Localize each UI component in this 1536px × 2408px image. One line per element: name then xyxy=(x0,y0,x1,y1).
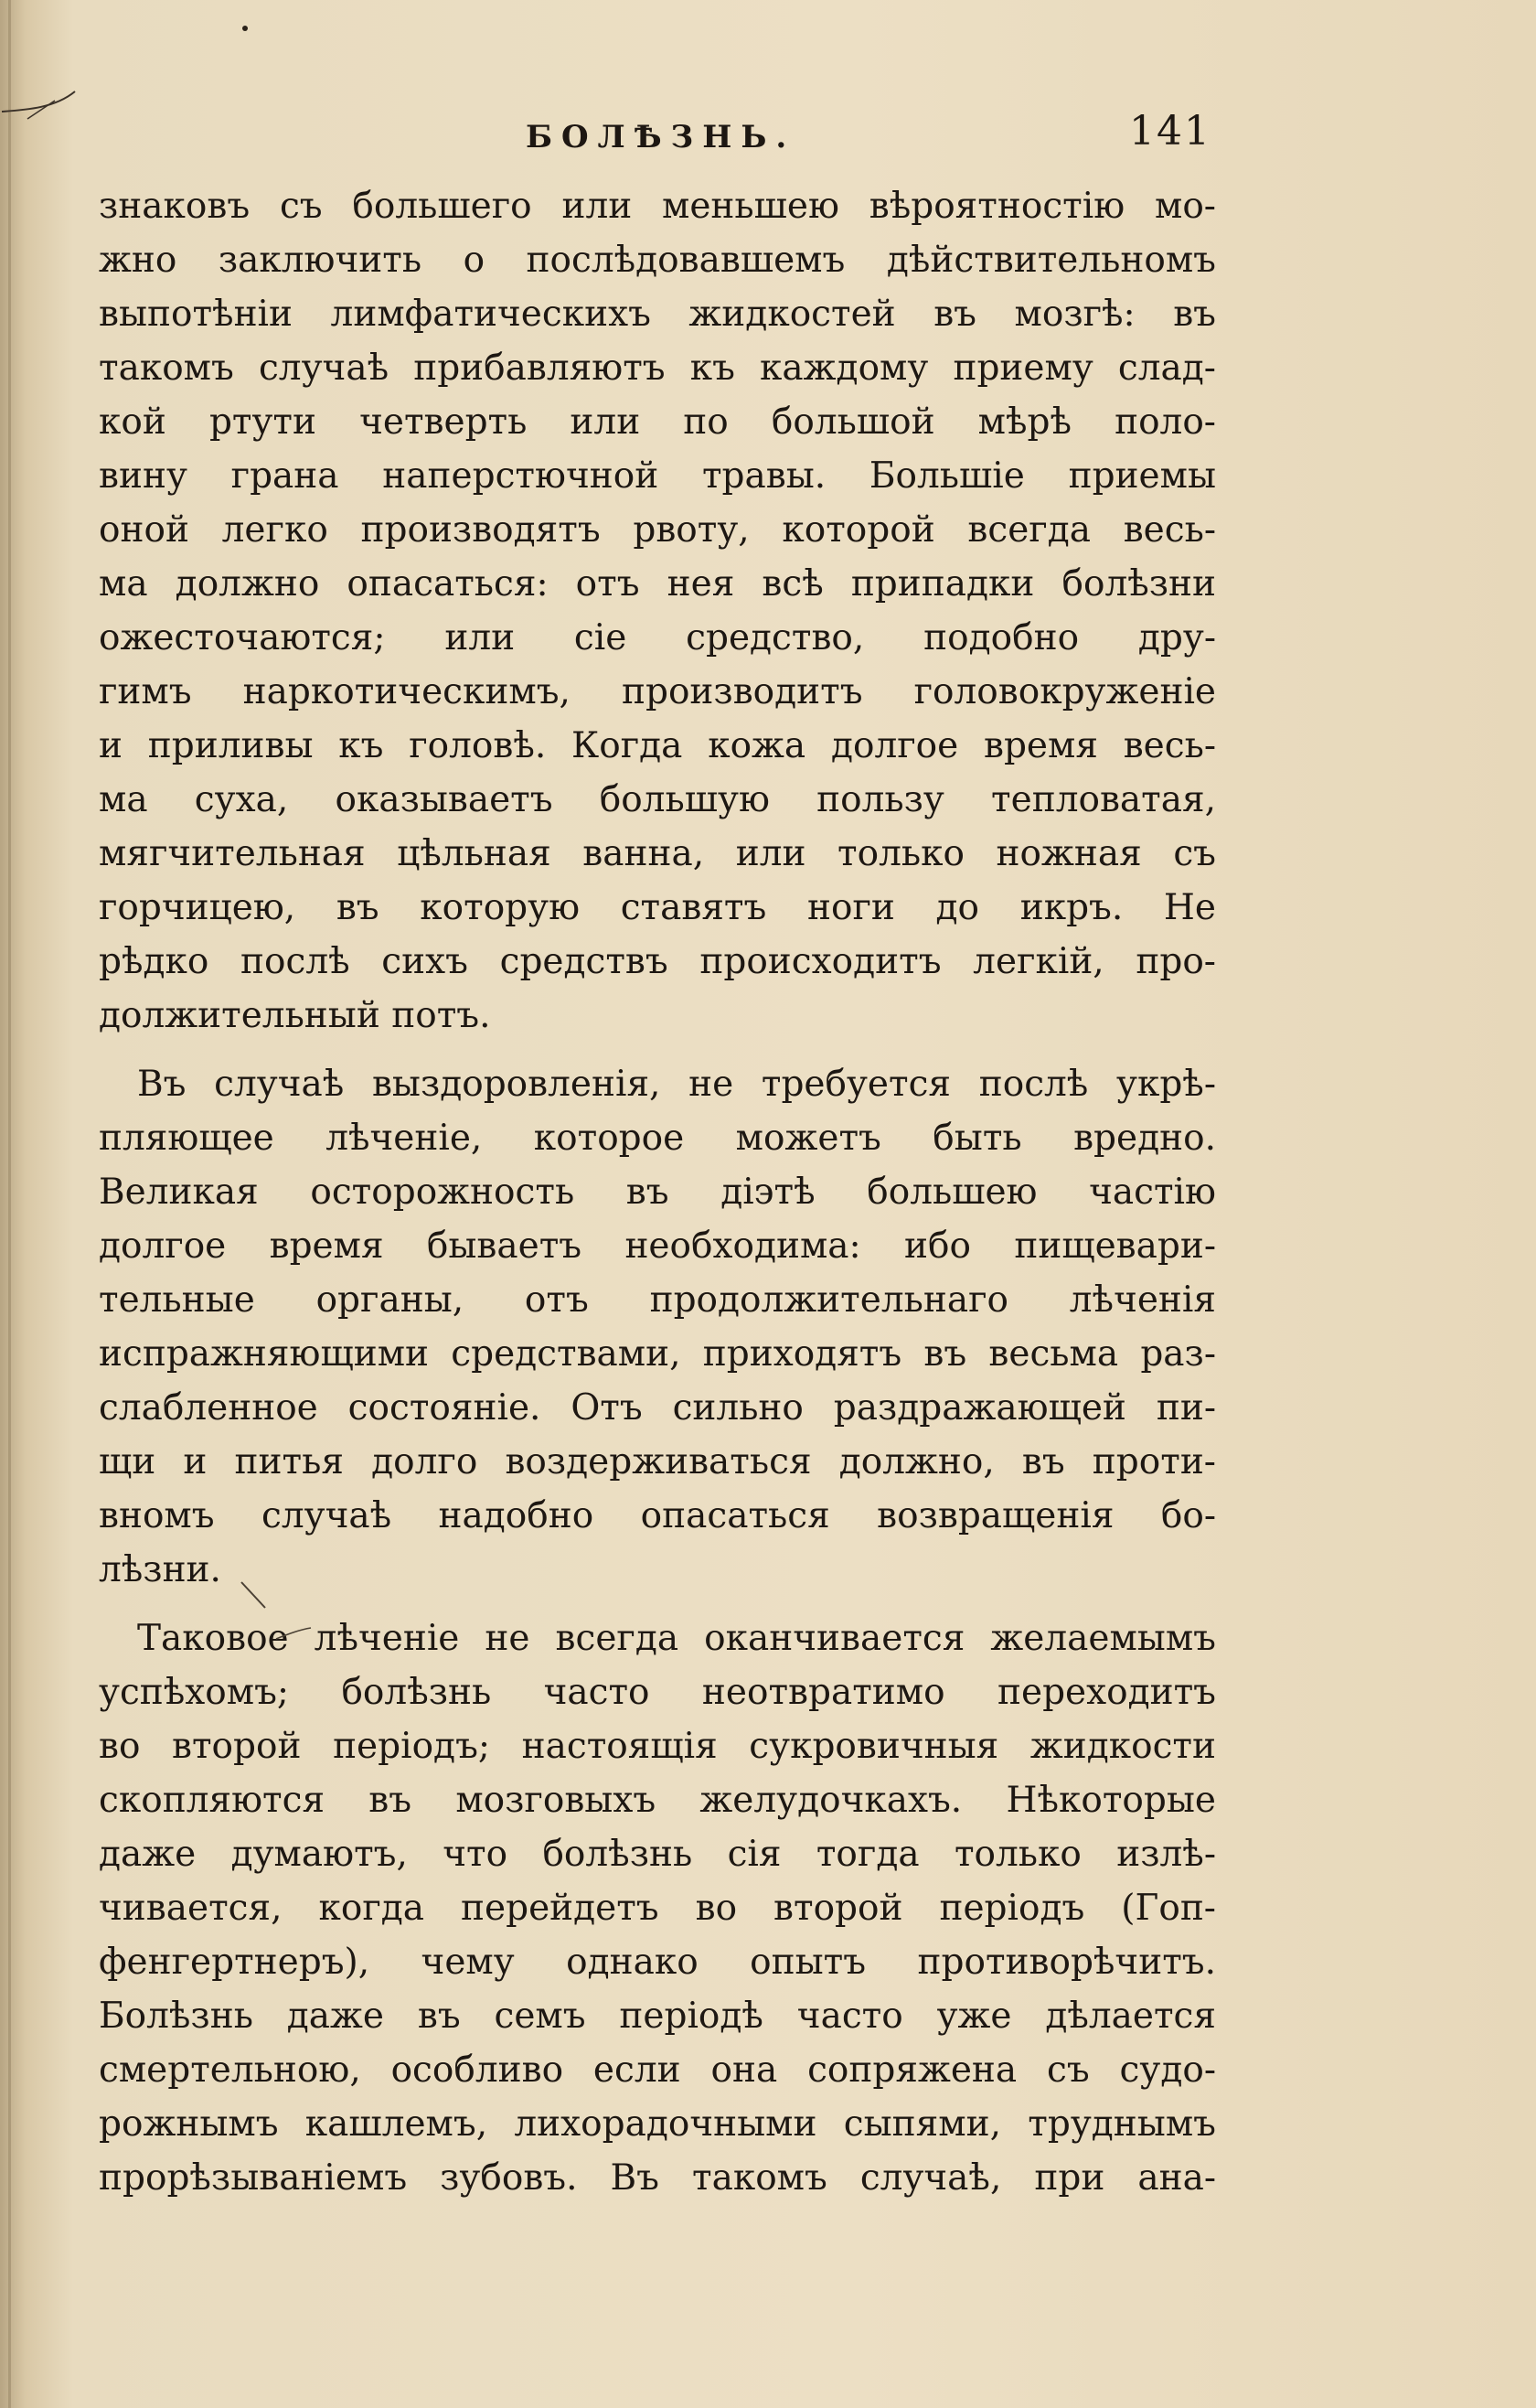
text-line: такомъ случаѣ прибавляютъ къ каждому приему слад- xyxy=(99,348,1216,389)
text-line: Болѣзнь даже въ семъ періодѣ часто уже дѣлается xyxy=(99,1996,1216,2037)
text-line: смертельною, особливо если она сопряжена съ судо- xyxy=(99,2049,1216,2091)
text-line: чивается, когда перейдетъ во второй періодъ (Гоп- xyxy=(99,1888,1216,1929)
text-line: фенгертнеръ), чему однако опытъ противорѣчитъ. xyxy=(99,1942,1216,1983)
text-line: испражняющими средствами, приходятъ въ весьма раз- xyxy=(99,1333,1216,1375)
text-line: скопляются въ мозговыхъ желудочкахъ. Нѣкоторые xyxy=(99,1780,1216,1821)
text-line: выпотѣніи лимфатическихъ жидкостей въ мозгѣ: въ xyxy=(99,294,1216,335)
text-line: Таковое лѣченіе не всегда оканчивается желаемымъ xyxy=(137,1618,1216,1659)
text-line: вномъ случаѣ надобно опасаться возвращенія бо- xyxy=(99,1495,1216,1536)
text-line: ма должно опасаться: отъ нея всѣ припадки болѣзни xyxy=(99,563,1216,605)
text-line: должительный потъ. xyxy=(99,995,491,1036)
text-line: горчицею, въ которую ставятъ ноги до икръ. Не xyxy=(99,887,1216,928)
body-text xyxy=(99,179,1216,2205)
text-line: Великая осторожность въ діэтѣ большею частію xyxy=(99,1172,1216,1213)
text-line: кой ртути четверть или по большой мѣрѣ поло- xyxy=(99,401,1216,443)
text-line: мягчительная цѣльная ванна, или только ножная съ xyxy=(99,833,1216,874)
text-line: слабленное состояніе. Отъ сильно раздражающей пи- xyxy=(99,1387,1216,1429)
text-line: долгое время бываетъ необходима: ибо пищевари- xyxy=(99,1225,1216,1267)
text-line: Въ случаѣ выздоровленія, не требуется послѣ укрѣ- xyxy=(137,1064,1216,1105)
page-number: 141 xyxy=(1129,108,1211,155)
text-line: пляющее лѣченіе, которое можетъ быть вредно. xyxy=(99,1118,1216,1159)
text-line: оной легко производятъ рвоту, которой всегда весь- xyxy=(99,509,1216,551)
text-line: прорѣзываніемъ зубовъ. Въ такомъ случаѣ, при ана- xyxy=(99,2157,1216,2199)
text-line: во второй періодъ; настоящія сукровичныя жидкости xyxy=(99,1726,1216,1767)
binding-gutter xyxy=(8,0,11,2408)
paragraph-3 xyxy=(99,1611,1216,2205)
text-line: и приливы къ головѣ. Когда кожа долгое время весь- xyxy=(99,725,1216,766)
text-line: щи и питья долго воздерживаться должно, въ проти- xyxy=(99,1441,1216,1482)
text-line: тельные органы, отъ продолжительнаго лѣченія xyxy=(99,1279,1216,1321)
text-line: рѣдко послѣ сихъ средствъ происходитъ легкій, про- xyxy=(99,941,1216,982)
text-line: гимъ наркотическимъ, производитъ головокруженіе xyxy=(99,671,1216,712)
text-line: успѣхомъ; болѣзнь часто неотвратимо переходитъ xyxy=(99,1672,1216,1713)
text-line: ожесточаются; или сіе средство, подобно дру- xyxy=(99,617,1216,658)
running-head xyxy=(0,108,1536,172)
running-title: БОЛѢЗНЬ. xyxy=(526,119,796,155)
text-line: жно заключить о послѣдовавшемъ дѣйствительномъ xyxy=(99,240,1216,281)
text-line: рожнымъ кашлемъ, лихорадочными сыпями, труднымъ xyxy=(99,2103,1216,2145)
text-line: ма суха, оказываетъ большую пользу тепловатая, xyxy=(99,779,1216,820)
ink-dot xyxy=(242,26,248,31)
paragraph-2 xyxy=(99,1057,1216,1597)
text-line: лѣзни. xyxy=(99,1549,221,1590)
text-line: знаковъ съ большего или меньшею вѣроятностію мо- xyxy=(99,186,1216,227)
paragraph-1 xyxy=(99,179,1216,1043)
text-line: вину грана наперстючной травы. Большіе приемы xyxy=(99,455,1216,497)
text-line: даже думаютъ, что болѣзнь сія тогда только излѣ- xyxy=(99,1834,1216,1875)
